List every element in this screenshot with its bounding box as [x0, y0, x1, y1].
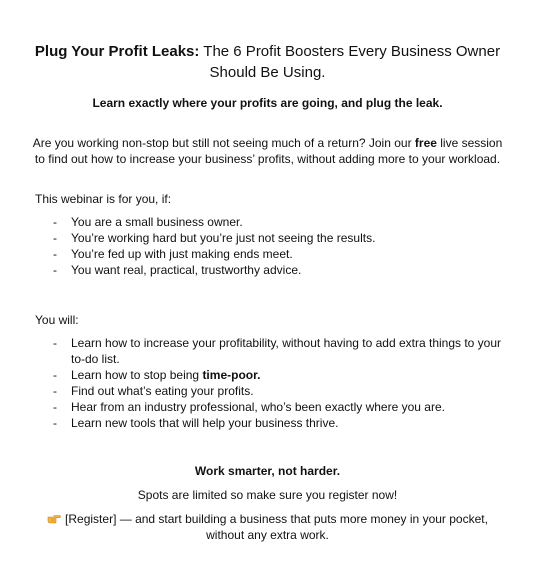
audience-list	[35, 214, 515, 278]
subtitle: Learn exactly where your profits are going, and plug the leak.	[92, 96, 443, 110]
dash-marker: -	[53, 247, 57, 261]
list-item	[35, 383, 515, 399]
page-title	[20, 41, 515, 83]
list-item-text: Learn how to increase your profitability, without having to add extra things to your to-do list.	[71, 336, 502, 366]
dash-marker: -	[53, 368, 57, 382]
closing-line: Work smarter, not harder.	[194, 464, 341, 478]
audience-heading: This webinar is for you, if:	[35, 192, 172, 206]
list-item	[35, 214, 515, 230]
dash-marker: -	[53, 416, 57, 430]
dash-marker: -	[53, 384, 57, 398]
dash-marker: -	[53, 215, 57, 229]
benefits-list	[35, 335, 515, 431]
dash-marker: -	[53, 400, 57, 414]
list-item	[35, 230, 515, 246]
dash-marker: -	[53, 231, 57, 245]
list-item-text: You want real, practical, trustworthy advice.	[71, 263, 302, 277]
list-item-text: Find out what’s eating your profits.	[71, 384, 254, 398]
intro-after: live session to find out how to increase your business’ profits, without adding more to your workload.	[34, 136, 503, 166]
intro-bold: free	[414, 136, 437, 150]
dash-marker: -	[53, 336, 57, 350]
benefits-heading: You will:	[35, 313, 79, 327]
list-item-text: You are a small business owner.	[71, 215, 243, 229]
list-item	[35, 262, 515, 278]
list-item	[35, 399, 515, 415]
list-item-text: Learn new tools that will help your business thrive.	[71, 416, 339, 430]
pointing-hand-icon	[47, 512, 61, 524]
intro-paragraph	[30, 135, 505, 167]
list-item	[35, 415, 515, 431]
list-item-text: Hear from an industry professional, who’s been exactly where you are.	[71, 400, 445, 414]
intro-before: Are you working non-stop but still not seeing much of a return? Join our	[32, 136, 415, 150]
list-item-text: Learn how to stop being	[71, 368, 203, 382]
title-bold: Plug Your Profit Leaks:	[34, 43, 200, 60]
list-item-text: You’re working hard but you’re just not seeing the results.	[71, 231, 376, 245]
list-item	[35, 246, 515, 262]
cta-text: [Register] — and start building a business that puts more money in your pocket, without any extra work.	[65, 512, 488, 542]
spots-line: Spots are limited so make sure you register now!	[137, 488, 398, 502]
dash-marker: -	[53, 263, 57, 277]
title-rest: The 6 Profit Boosters Every Business Owner Should Be Using.	[199, 43, 501, 81]
call-to-action	[40, 511, 495, 543]
list-item-bold: time-poor.	[202, 368, 261, 382]
list-item-text: You’re fed up with just making ends meet.	[71, 247, 293, 261]
list-item	[35, 367, 515, 383]
list-item	[35, 335, 515, 367]
